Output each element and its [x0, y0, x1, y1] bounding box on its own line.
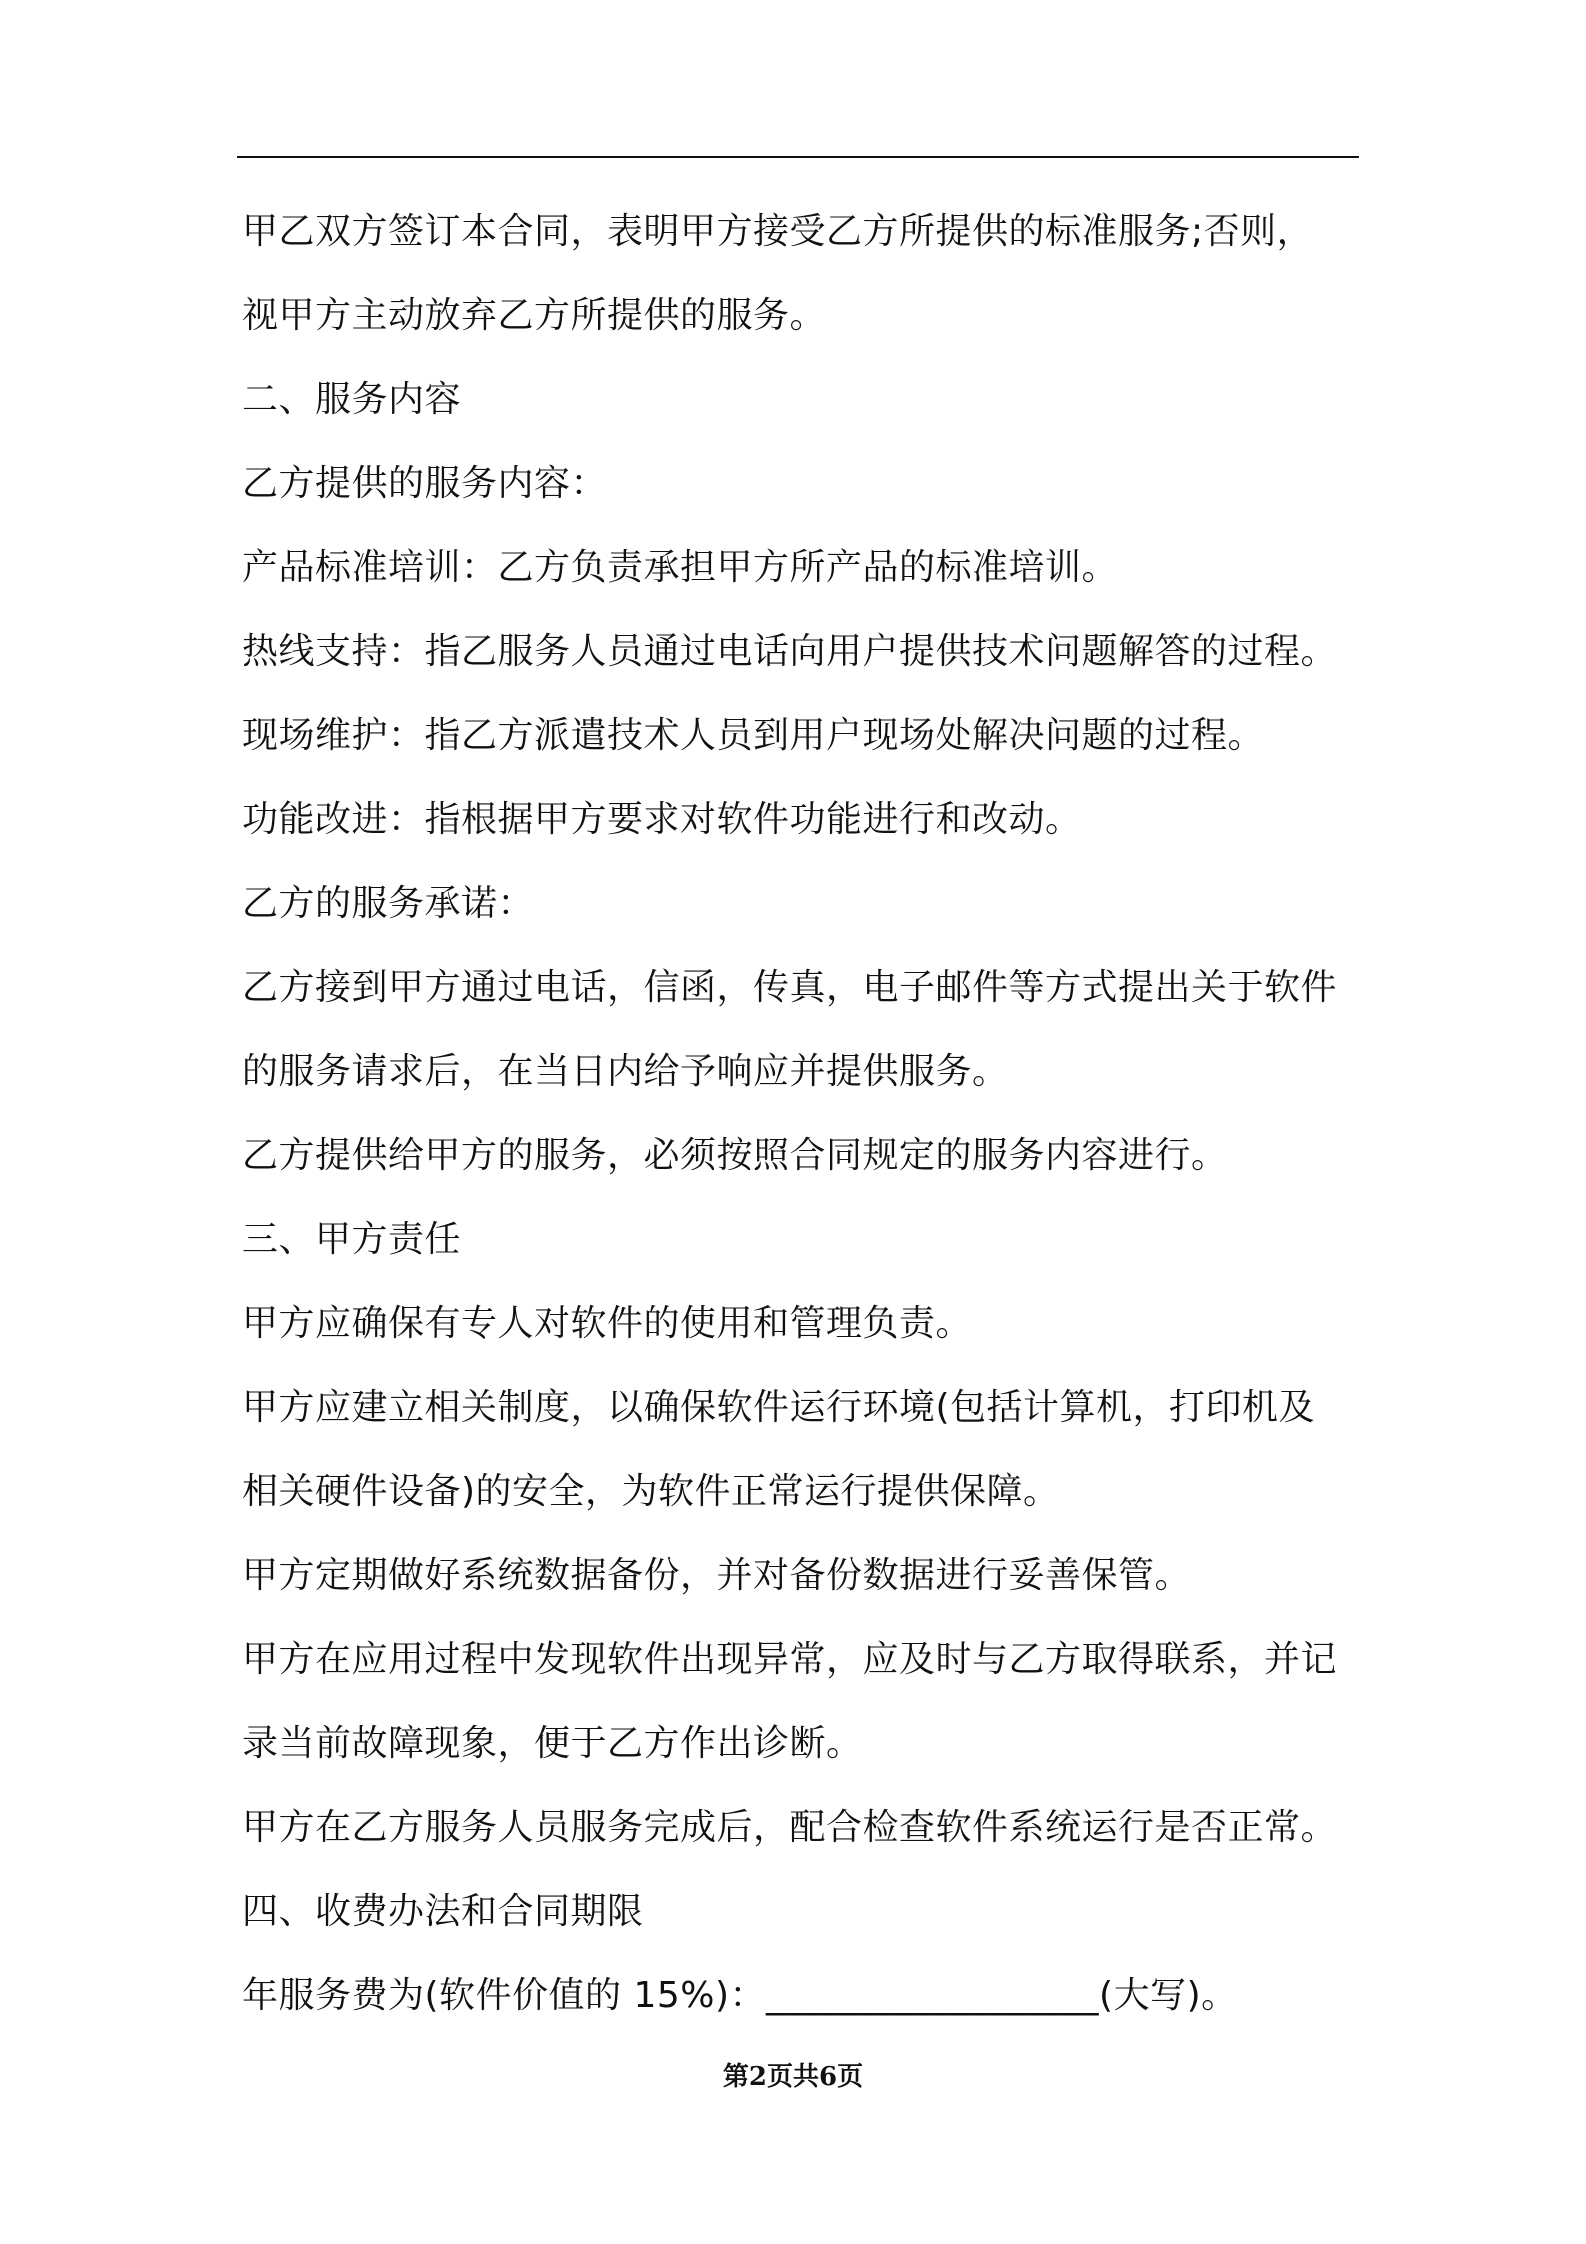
paragraph-line: 乙方提供给甲方的服务，必须按照合同规定的服务内容进行。: [242, 1135, 1228, 1176]
paragraph-line: 甲乙双方签订本合同，表明甲方接受乙方所提供的标准服务;否则，: [242, 211, 1314, 252]
paragraph-line: 功能改进：指根据甲方要求对软件功能进行和改动。: [242, 799, 1082, 840]
paragraph-line: 现场维护：指乙方派遣技术人员到用户现场处解决问题的过程。: [242, 715, 1265, 756]
paragraph-line: 产品标准培训：乙方负责承担甲方所产品的标准培训。: [242, 547, 1119, 588]
paragraph-line: 热线支持：指乙服务人员通过电话向用户提供技术问题解答的过程。: [242, 631, 1338, 672]
paragraph-line: 甲方定期做好系统数据备份，并对备份数据进行妥善保管。: [242, 1555, 1192, 1596]
paragraph-line: 甲方在应用过程中发现软件出现异常，应及时与乙方取得联系，并记: [242, 1639, 1338, 1680]
header-rule: [237, 156, 1359, 158]
section-heading: 四、收费办法和合同期限: [242, 1891, 644, 1932]
paragraph-line: 甲方应建立相关制度，以确保软件运行环境(包括计算机，打印机及: [242, 1387, 1316, 1428]
page-number: 第2页共6页: [722, 2062, 864, 2092]
section-heading: 三、甲方责任: [242, 1219, 462, 1260]
paragraph-line: 乙方接到甲方通过电话，信函，传真，电子邮件等方式提出关于软件: [242, 967, 1338, 1008]
document-body: [242, 190, 1372, 2038]
paragraph-line: 视甲方主动放弃乙方所提供的服务。: [242, 295, 827, 336]
paragraph-line: 甲方应确保有专人对软件的使用和管理负责。: [242, 1303, 973, 1344]
paragraph-line: 录当前故障现象，便于乙方作出诊断。: [242, 1723, 863, 1764]
paragraph-line: 的服务请求后，在当日内给予响应并提供服务。: [242, 1051, 1009, 1092]
paragraph-line: 相关硬件设备)的安全，为软件正常运行提供保障。: [242, 1471, 1060, 1512]
paragraph-line: 乙方的服务承诺：: [242, 883, 535, 924]
section-heading: 二、服务内容: [242, 379, 462, 420]
paragraph-line: 甲方在乙方服务人员服务完成后，配合检查软件系统运行是否正常。: [242, 1807, 1338, 1848]
fee-line: 年服务费为(软件价值的 15%)：__________________(大写)。: [242, 1975, 1238, 2016]
paragraph-line: 乙方提供的服务内容：: [242, 463, 608, 504]
